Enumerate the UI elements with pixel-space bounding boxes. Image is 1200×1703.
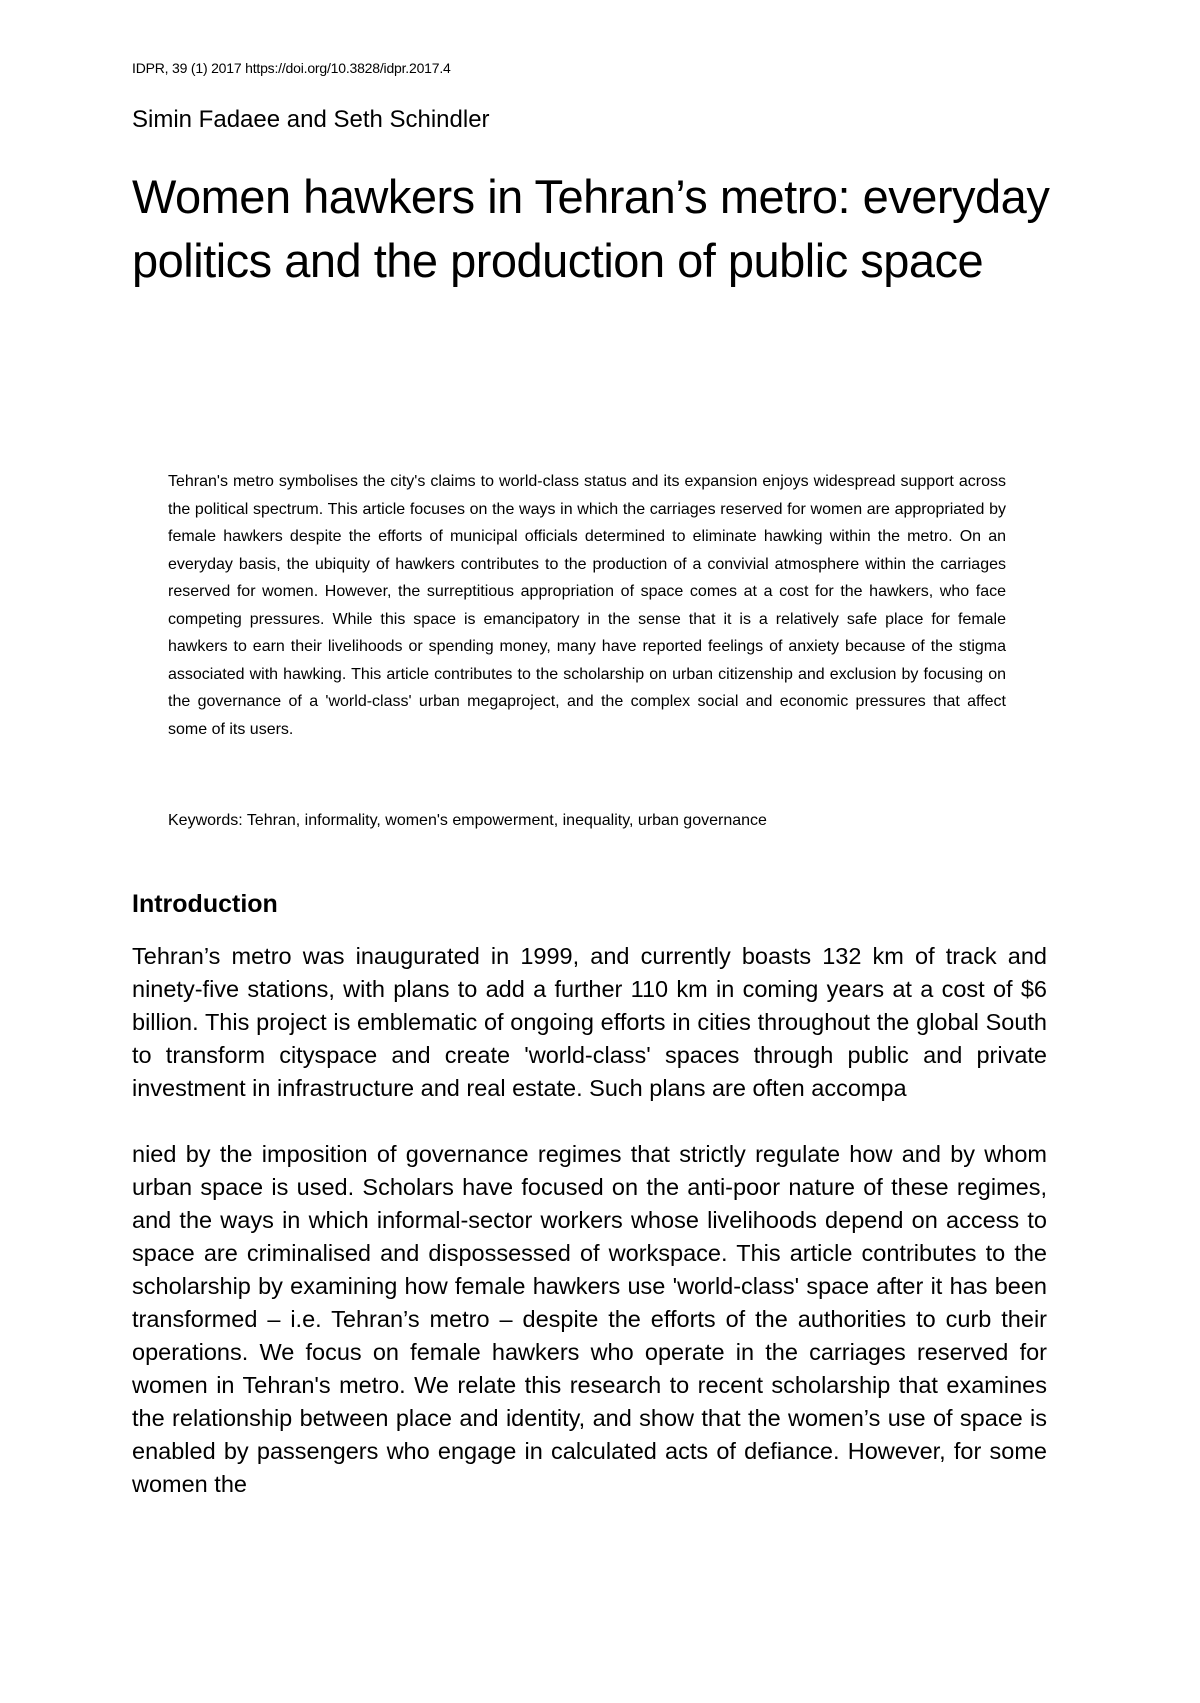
article-authors: Simin Fadaee and Seth Schindler — [132, 106, 490, 133]
article-title: Women hawkers in Tehran’s metro: everyday politics and the production of public space — [132, 170, 1050, 287]
introduction-paragraph-2: nied by the imposition of governance regimes that strictly regulate how and by whom urban space is used. Scholars have focused on the anti-poor nature of these regimes, and the ways in which informal-sector workers whose livelihoods depend on access to space are criminalised and dispossessed of workspace. This article contributes to the scholarship by examining how female hawkers use 'world-class' space after it has been transformed – i.e. Tehran’s metro – despite the efforts of the authorities to curb their operations. We focus on female hawkers who operate in the carriages reserved for women in Tehran's metro. We relate this research to recent scholarship that examines the relationship between place and identity, and show that the women’s use of space is enabled by passengers who engage in calculated acts of defiance. However, for some women the — [132, 1141, 1047, 1497]
article-abstract: Tehran's metro symbolises the city's claims to world-class status and its expansion enjoys widespread support across the political spectrum. This article focuses on the ways in which the carriages reserved for women are appropriated by female hawkers despite the efforts of municipal officials determined to eliminate hawking within the metro. On an everyday basis, the ubiquity of hawkers contributes to the production of a convivial atmosphere within the carriages reserved for women. However, the surreptitious appropriation of space comes at a cost for the hawkers, who face competing pressures. While this space is emancipatory in the sense that it is a relatively safe place for female hawkers to earn their livelihoods or spending money, many have reported feelings of anxiety because of the stigma associated with hawking. This article contributes to the scholarship on urban citizenship and exclusion by focusing on the governance of a 'world-class' urban megaproject, and the complex social and economic pressures that affect some of its users. — [168, 473, 1006, 738]
journal-citation: IDPR, 39 (1) 2017 https://doi.org/10.3828/idpr.2017.4 — [132, 60, 451, 76]
introduction-paragraph-1: Tehran’s metro was inaugurated in 1999, and currently boasts 132 km of track and ninety-five stations, with plans to add a further 110 km in coming years at a cost of $6 billion. This project is emblematic of ongoing efforts in cities throughout the global South to transform cityspace and create 'world-class' spaces through public and private investment in infrastructure and real estate. Such plans are often accompa — [132, 943, 1047, 1101]
section-heading-introduction: Introduction — [132, 890, 278, 918]
article-keywords: Keywords: Tehran, informality, women's empowerment, inequality, urban governance — [168, 812, 767, 829]
